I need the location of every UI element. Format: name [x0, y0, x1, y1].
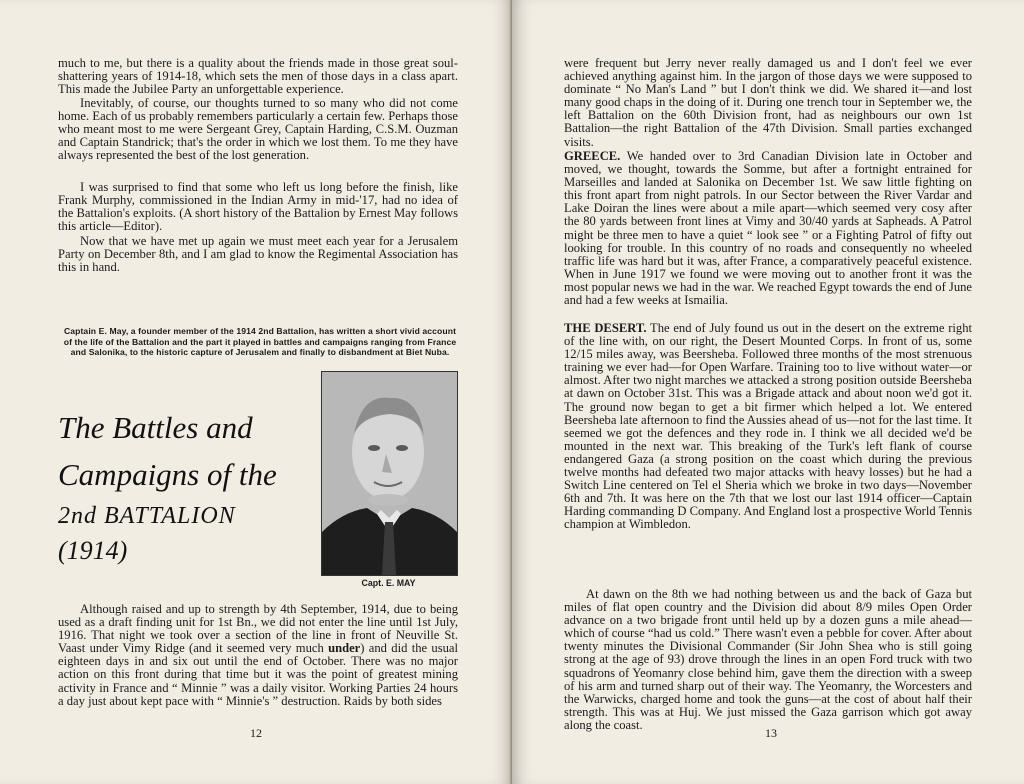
left-paragraph-4: Now that we have met up again we must meet each year for a Jerusalem Party on December 8th, and I am glad to know the Regimental Association has this in hand. [58, 234, 458, 275]
article-intro: Captain E. May, a founder member of the 1914 2nd Battalion, has written a short vivid account of the life of the Battalion and the part it played in battles and campaigns ranging from France and Salonika, to the historic capture of Jerusalem and finally to disbandment at Biet Nuba. [63, 326, 457, 358]
article-title-line-3: 2nd BATTALION [58, 503, 236, 529]
left-paragraph-1: much to me, but there is a quality about the friends made in those great soul-shattering years of 1914-18, which sets the men of those days in a class apart. This made the Jubilee Party an unforgettable experience. [58, 56, 458, 97]
left-paragraph-2: Inevitably, of course, our thoughts turned to so many who did not come home. Each of us probably remembers particularly a certain few. Perhaps those who meant most to me were Sergeant Grey, Captain Harding, C.S.M. Ouzman and Captain Standrick; that's the order in which we lost them. To me they have always represented the best of the lost generation. [58, 96, 458, 163]
greece-section [564, 150, 972, 307]
right-page [512, 0, 1024, 784]
article-title-line-4: (1914) [58, 536, 128, 565]
page-number-left: 12 [250, 726, 262, 740]
right-paragraph-1: were frequent but Jerry never really damaged us and I don't feel we ever achieved anything against him. In the jargon of those days we were supposed to dominate “ No Man's Land ” but I don't think we did. We shared it—and lost many good chaps in the doing of it. During one trench tour in September we, the left Battalion on the 60th Division front, had as neighbours our own 1st Battalion—the right Battalion of the 47th Division. Small parties exchanged visits. [564, 56, 972, 149]
article-title-line-2: Campaigns of the [58, 457, 277, 492]
left-body-paragraph [58, 603, 458, 708]
page-number-right: 13 [765, 726, 777, 740]
photo-caption: Capt. E. MAY [361, 578, 416, 588]
desert-heading: THE DESERT. [564, 321, 647, 335]
desert-section [564, 322, 972, 532]
greece-text: We handed over to 3rd Canadian Division late in October and moved, we thought, towards the Somme, but after a fortnight entrained for Marseilles and landed at Salonika on December 1st. We saw little fighting on this front apart from night patrols. In our Sector between the River Vardar and Lake Doiran the lines were about a mile apart—which seemed very cosy after the 80 yards between front lines at Vimy and 30/40 yards at Sapheads. A Patrol might be three men to have a quiet “ look see ” or a Fighting Patrol of fifty out looking for trouble. In this country of no roads and consequently no wheeled traffic life was hard but it was, after France, a comparatively peaceful existence. When in June 1917 we found we were moving out to another front it was the most popular news we had in the war. We reached Egypt towards the end of June and had a few weeks at Ismailia. [564, 149, 972, 308]
left-paragraph-3: I was surprised to find that some who left us long before the finish, like Frank Murphy, commissioned in the Indian Army in mid-'17, had no idea of the Battalion's exploits. (A short history of the Battalion by Ernest May follows this article—Editor). [58, 180, 458, 234]
greece-heading: GREECE. [564, 149, 621, 163]
body-text-pre: Although raised and up to strength by 4th September, 1914, due to being used as a draft finding unit for 1st Bn., we did not enter the line until 1st July, 1916. That night we took over a section of the line in front of Neuville St. Vaast under Vimy Ridge (and it seemed very much [58, 602, 458, 656]
right-paragraph-4: At dawn on the 8th we had nothing between us and the back of Gaza but miles of flat open country and the Division did about 8/9 miles Open Order advance on a two brigade front until held up by a dozen guns a mile ahead—which of course “had us cold.” There wasn't even a pebble for cover. After about twenty minutes the Divisional Commander (Sir John Shea who is still going strong at the age of 93) drove through the lines in an open Ford truck with two squadrons of Yeomanry close behind him, gave them the direction with a sweep of his arm and turned sharp out of their way. The Yeomanry, the Worcesters and the Warwicks, charged home and took the guns—at the cost of about half their strength. This was at Huj. We just missed the Gaza garrison which got away along the coast. [564, 587, 972, 732]
desert-text: The end of July found us out in the desert on the extreme right of the line with, on our right, the Desert Mounted Corps. In front of us, some 12/15 miles away, was Beersheba. Followed three months of the most strenuous training we ever had—for Open Warfare. Training too to live without water—or almost. After two night marches we attacked a strong position outside Beersheba at dawn on October 31st. This was a Brigade attack and about noon we'd got it. The ground now began to get a bit firmer which helped a lot. We entered Beersheba late afternoon to find the Aussies ahead of us—not for the last time. It seemed we got the defences and they rode in. I think we all decided we'd be mounted in the next war. This breaking of the Turk's left flank of course endangered Gaza (a strong position on the coast which during the previous twelve months had defeated two major attacks with heavy losses) but he had a Switch Line centered on Tel el Sheria which we broke in two days—November 6th and 7th. It was here on the 7th that we lost our last 1914 officer—Captain Harding commanding D Company. And England lost a prospective World Tennis champion at Wimbledon. [564, 321, 972, 532]
article-title-line-1: The Battles and [58, 410, 253, 445]
portrait-photo [321, 371, 458, 576]
body-text-bold: under [328, 641, 361, 656]
body-text-post: ) and did the usual eighteen days in and six out until the end of October. There was no major action on this front during that time but it was the point of greatest mining activity in France and “ Minnie ” was a daily visitor. Working Parties 24 hours a day just about kept pace with “ Minnie's ” destruction. Raids by both sides [58, 641, 458, 708]
